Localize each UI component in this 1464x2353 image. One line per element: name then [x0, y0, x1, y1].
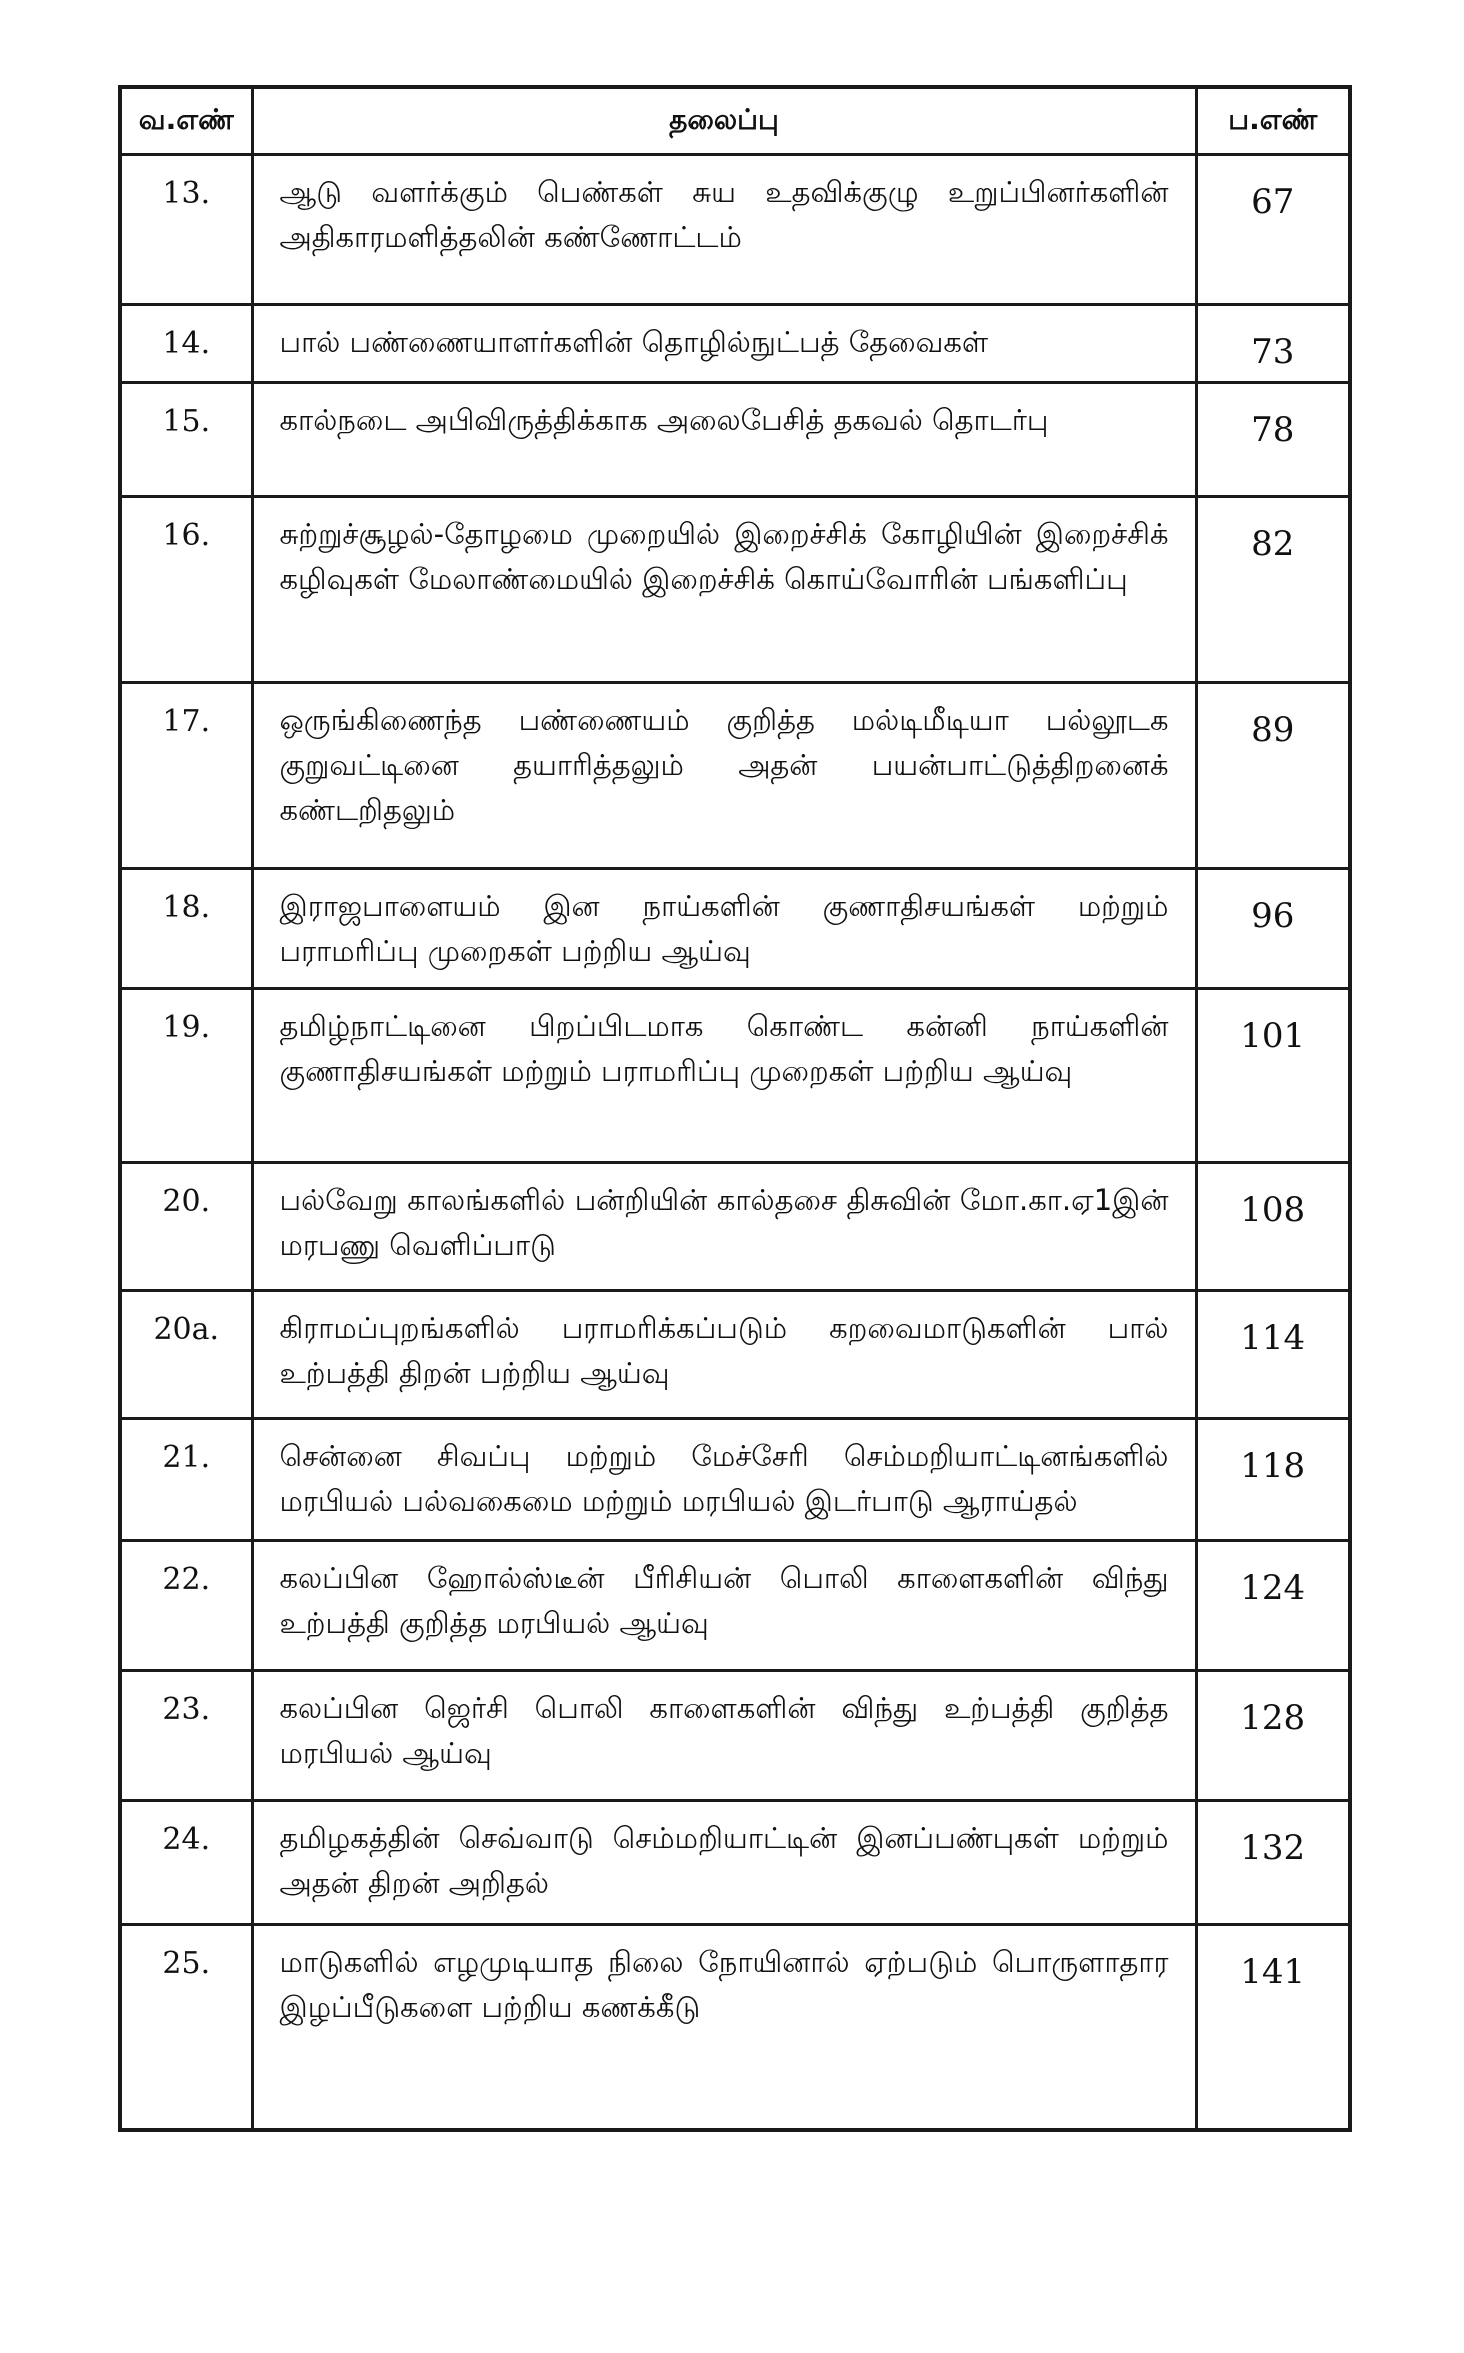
row-title: பால் பண்ணையாளர்களின் தொழில்நுட்பத் தேவைகள்: [252, 305, 1196, 383]
row-page: 73: [1196, 305, 1350, 383]
row-title: தமிழகத்தின் செவ்வாடு செம்மறியாட்டின் இனப்பண்புகள் மற்றும் அதன் திறன் அறிதல்: [252, 1801, 1196, 1925]
row-title: தமிழ்நாட்டினை பிறப்பிடமாக கொண்ட கன்னி நாய்களின் குணாதிசயங்கள் மற்றும் பராமரிப்பு முறைகள் பற்றிய ஆய்வு: [252, 989, 1196, 1163]
row-page: 96: [1196, 869, 1350, 989]
table-row: [120, 1291, 1350, 1419]
table-row: [120, 869, 1350, 989]
row-page: 128: [1196, 1671, 1350, 1801]
row-title: கால்நடை அபிவிருத்திக்காக அலைபேசித் தகவல் தொடர்பு: [252, 383, 1196, 497]
header-number: வ.எண்: [120, 87, 252, 155]
row-number: 25.: [120, 1925, 252, 2130]
table-row: [120, 1419, 1350, 1541]
row-title: பல்வேறு காலங்களில் பன்றியின் கால்தசை திசுவின் மோ.கா.ஏ1இன் மரபணு வெளிப்பாடு: [252, 1163, 1196, 1291]
row-page: 124: [1196, 1541, 1350, 1671]
row-page: 141: [1196, 1925, 1350, 2130]
row-number: 14.: [120, 305, 252, 383]
table-row: [120, 383, 1350, 497]
row-number: 19.: [120, 989, 252, 1163]
header-title: தலைப்பு: [252, 87, 1196, 155]
row-page: 67: [1196, 155, 1350, 305]
table-row: [120, 305, 1350, 383]
row-number: 20.: [120, 1163, 252, 1291]
row-title: கலப்பின ஜெர்சி பொலி காளைகளின் விந்து உற்பத்தி குறித்த மரபியல் ஆய்வு: [252, 1671, 1196, 1801]
row-page: 132: [1196, 1801, 1350, 1925]
row-title: சுற்றுச்சூழல்-தோழமை முறையில் இறைச்சிக் கோழியின் இறைச்சிக் கழிவுகள் மேலாண்மையில் இறைச்சிக் கொய்வோரின் பங்களிப்பு: [252, 497, 1196, 683]
row-number: 23.: [120, 1671, 252, 1801]
row-title: மாடுகளில் எழமுடியாத நிலை நோயினால் ஏற்படும் பொருளாதார இழப்பீடுகளை பற்றிய கணக்கீடு: [252, 1925, 1196, 2130]
table-row: [120, 155, 1350, 305]
header-row: [120, 87, 1350, 155]
row-page: 89: [1196, 683, 1350, 869]
row-number: 18.: [120, 869, 252, 989]
table-row: [120, 1801, 1350, 1925]
table-row: [120, 683, 1350, 869]
header-page: ப.எண்: [1196, 87, 1350, 155]
row-title: கிராமப்புறங்களில் பராமரிக்கப்படும் கறவைமாடுகளின் பால் உற்பத்தி திறன் பற்றிய ஆய்வு: [252, 1291, 1196, 1419]
row-number: 24.: [120, 1801, 252, 1925]
row-number: 20a.: [120, 1291, 252, 1419]
row-number: 16.: [120, 497, 252, 683]
row-number: 22.: [120, 1541, 252, 1671]
table-of-contents: [118, 85, 1352, 2132]
row-title: சென்னை சிவப்பு மற்றும் மேச்சேரி செம்மறியாட்டினங்களில் மரபியல் பல்வகைமை மற்றும் மரபியல் இடர்பாடு ஆராய்தல்: [252, 1419, 1196, 1541]
row-page: 78: [1196, 383, 1350, 497]
table-row: [120, 989, 1350, 1163]
row-number: 13.: [120, 155, 252, 305]
row-number: 15.: [120, 383, 252, 497]
row-page: 101: [1196, 989, 1350, 1163]
row-number: 21.: [120, 1419, 252, 1541]
table-row: [120, 1541, 1350, 1671]
row-title: இராஜபாளையம் இன நாய்களின் குணாதிசயங்கள் மற்றும் பராமரிப்பு முறைகள் பற்றிய ஆய்வு: [252, 869, 1196, 989]
row-number: 17.: [120, 683, 252, 869]
table-row: [120, 1925, 1350, 2130]
row-title: கலப்பின ஹோல்ஸ்டீன் பீரிசியன் பொலி காளைகளின் விந்து உற்பத்தி குறித்த மரபியல் ஆய்வு: [252, 1541, 1196, 1671]
row-title: ஆடு வளர்க்கும் பெண்கள் சுய உதவிக்குழு உறுப்பினர்களின் அதிகாரமளித்தலின் கண்ணோட்டம்: [252, 155, 1196, 305]
row-page: 82: [1196, 497, 1350, 683]
table-row: [120, 497, 1350, 683]
row-page: 118: [1196, 1419, 1350, 1541]
row-page: 108: [1196, 1163, 1350, 1291]
table-row: [120, 1163, 1350, 1291]
row-page: 114: [1196, 1291, 1350, 1419]
row-title: ஒருங்கிணைந்த பண்ணையம் குறித்த மல்டிமீடியா பல்லூடக குறுவட்டினை தயாரித்தலும் அதன் பயன்பாட்டுத்திறனைக் கண்டறிதலும்: [252, 683, 1196, 869]
table-row: [120, 1671, 1350, 1801]
